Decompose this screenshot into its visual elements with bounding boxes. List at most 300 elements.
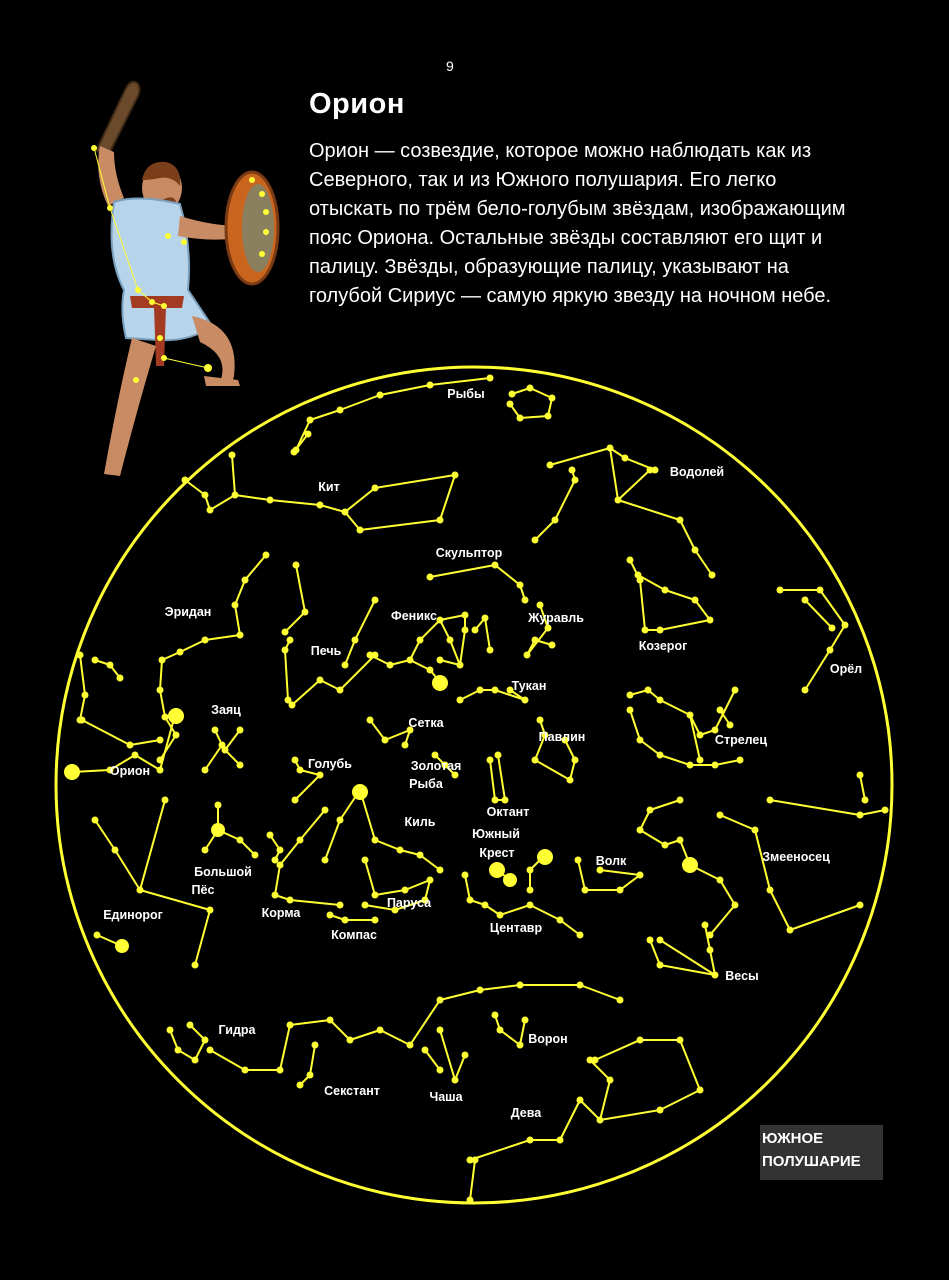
star-point (372, 597, 379, 604)
star-point (263, 552, 270, 559)
star-point (407, 1042, 414, 1049)
star-point (372, 652, 379, 659)
constellation-label: Стрелец (714, 733, 768, 747)
star-point (347, 1037, 354, 1044)
star-point (127, 742, 134, 749)
star-point (657, 697, 664, 704)
star-point (79, 717, 86, 724)
star-point (357, 527, 364, 534)
star-point (417, 852, 424, 859)
star-point (829, 625, 836, 632)
star-point (293, 562, 300, 569)
constellation-line (805, 600, 832, 628)
star-point (157, 737, 164, 744)
star-point (522, 697, 529, 704)
star-point (307, 1072, 314, 1079)
star-point (427, 574, 434, 581)
constellation-label: Рыбы (447, 387, 485, 401)
star-point (547, 462, 554, 469)
star-point (507, 401, 514, 408)
star-point (767, 887, 774, 894)
hemisphere-badge (760, 1125, 883, 1180)
star-point (647, 807, 654, 814)
star-point (297, 767, 304, 774)
star-point (137, 887, 144, 894)
constellation-line (140, 890, 210, 965)
star-point (532, 757, 539, 764)
constellation-line (860, 775, 865, 800)
star-point (159, 657, 166, 664)
star-point (182, 477, 189, 484)
star-point (577, 1097, 584, 1104)
star-point (642, 627, 649, 634)
star-point (157, 767, 164, 774)
constellation-label: Компас (331, 928, 377, 942)
star-point (272, 857, 279, 864)
star-point (862, 797, 869, 804)
star-point (637, 827, 644, 834)
star-point (517, 582, 524, 589)
bright-star (352, 784, 368, 800)
star-point (472, 627, 479, 634)
constellation-stars (64, 375, 889, 1204)
star-point (657, 962, 664, 969)
constellation-label: Кит (318, 480, 340, 494)
star-point (617, 997, 624, 1004)
constellation-line (82, 720, 160, 745)
star-point (709, 572, 716, 579)
star-point (732, 687, 739, 694)
star-point (202, 492, 209, 499)
star-point (857, 772, 864, 779)
constellation-line (170, 1025, 205, 1060)
constellation-label: Печь (310, 644, 342, 658)
star-point (712, 972, 719, 979)
star-point (537, 602, 544, 609)
star-point (647, 937, 654, 944)
star-point (175, 1047, 182, 1054)
star-point (717, 707, 724, 714)
constellation-line (770, 800, 885, 815)
constellation-label: Большой (194, 865, 252, 879)
star-point (337, 687, 344, 694)
star-point (222, 747, 229, 754)
star-point (402, 742, 409, 749)
star-point (367, 717, 374, 724)
star-point (587, 1057, 594, 1064)
star-point (342, 662, 349, 669)
star-point (727, 722, 734, 729)
star-point (237, 632, 244, 639)
constellation-label: Киль (404, 815, 436, 829)
star-point (527, 385, 534, 392)
constellation-label: Журавль (528, 611, 584, 625)
star-point (577, 982, 584, 989)
star-point (732, 902, 739, 909)
star-point (702, 922, 709, 929)
star-point (557, 1137, 564, 1144)
star-point (187, 1022, 194, 1029)
star-point (777, 587, 784, 594)
star-point (297, 837, 304, 844)
star-point (677, 797, 684, 804)
star-point (112, 847, 119, 854)
star-point (657, 752, 664, 759)
star-point (717, 877, 724, 884)
star-point (437, 617, 444, 624)
constellation-line (535, 470, 575, 540)
star-point (545, 413, 552, 420)
star-point (662, 842, 669, 849)
constellation-label: Тукан (511, 679, 547, 693)
star-point (802, 687, 809, 694)
constellation-lines (72, 378, 885, 1200)
star-point (305, 431, 312, 438)
star-point (267, 832, 274, 839)
star-point (427, 382, 434, 389)
star-point (712, 762, 719, 769)
star-point (207, 507, 214, 514)
star-point (342, 509, 349, 516)
star-point (317, 502, 324, 509)
star-point (372, 892, 379, 899)
bright-star (115, 939, 129, 953)
star-point (322, 807, 329, 814)
star-point (567, 777, 574, 784)
star-point (677, 1037, 684, 1044)
star-point (597, 1117, 604, 1124)
sky-map-border (56, 367, 892, 1203)
star-point (827, 647, 834, 654)
star-point (477, 987, 484, 994)
star-point (607, 1077, 614, 1084)
star-point (857, 812, 864, 819)
constellation-line (285, 565, 305, 632)
star-point (752, 827, 759, 834)
star-point (527, 867, 534, 874)
star-point (637, 1037, 644, 1044)
star-point (207, 1047, 214, 1054)
star-point (202, 847, 209, 854)
star-point (467, 897, 474, 904)
hemisphere-badge-line2: ПОЛУШАРИЕ (762, 1153, 861, 1170)
star-point (167, 1027, 174, 1034)
star-point (387, 662, 394, 669)
constellation-line (370, 720, 410, 745)
star-point (287, 637, 294, 644)
star-point (177, 649, 184, 656)
constellation-label: Феникс (391, 609, 437, 623)
bright-star (682, 857, 698, 873)
star-point (267, 497, 274, 504)
star-point (627, 707, 634, 714)
star-point (437, 1027, 444, 1034)
star-point (662, 587, 669, 594)
star-point (607, 445, 614, 452)
star-point (337, 817, 344, 824)
constellation-label: Скульптор (435, 546, 503, 560)
star-point (462, 872, 469, 879)
star-point (707, 932, 714, 939)
star-point (277, 847, 284, 854)
constellation-line (80, 655, 85, 720)
star-point (277, 862, 284, 869)
constellation-line (610, 448, 650, 500)
star-point (482, 615, 489, 622)
star-point (572, 477, 579, 484)
star-point (229, 452, 236, 459)
star-point (291, 449, 298, 456)
star-point (497, 1027, 504, 1034)
star-point (237, 837, 244, 844)
page-title: Орион (309, 88, 405, 120)
star-point (287, 1022, 294, 1029)
star-point (362, 857, 369, 864)
constellation-line (430, 565, 525, 600)
star-point (242, 577, 249, 584)
star-point (292, 797, 299, 804)
star-point (202, 637, 209, 644)
constellation-label: Южный (472, 827, 520, 841)
star-point (232, 492, 239, 499)
star-point (482, 902, 489, 909)
star-point (202, 767, 209, 774)
star-point (437, 1067, 444, 1074)
constellation-label: Павлин (538, 730, 586, 744)
star-point (282, 647, 289, 654)
star-point (575, 857, 582, 864)
star-point (437, 657, 444, 664)
star-point (215, 802, 222, 809)
hemisphere-badge-line1: ЮЖНОЕ (762, 1130, 824, 1147)
star-point (457, 697, 464, 704)
star-point (557, 917, 564, 924)
constellation-label: Центавр (489, 921, 543, 935)
star-point (432, 752, 439, 759)
star-point (173, 732, 180, 739)
star-point (237, 727, 244, 734)
star-point (92, 817, 99, 824)
star-point (477, 687, 484, 694)
star-point (737, 757, 744, 764)
star-point (492, 1012, 499, 1019)
star-point (302, 609, 309, 616)
star-point (635, 572, 642, 579)
constellation-label: Весы (725, 969, 759, 983)
constellation-label: Секстант (324, 1084, 380, 1098)
constellation-line (425, 1050, 440, 1070)
star-point (327, 1017, 334, 1024)
star-point (162, 797, 169, 804)
star-point (297, 1082, 304, 1089)
constellation-label: Козерог (638, 639, 688, 653)
bright-star (168, 708, 184, 724)
constellation-label: Корма (261, 906, 301, 920)
star-point (517, 982, 524, 989)
bright-star (64, 764, 80, 780)
star-point (402, 887, 409, 894)
constellation-label: Змееносец (762, 850, 830, 864)
star-point (677, 517, 684, 524)
star-point (192, 962, 199, 969)
star-point (382, 737, 389, 744)
constellation-label: Ворон (528, 1032, 568, 1046)
star-point (447, 637, 454, 644)
constellation-label: Золотая (410, 759, 462, 773)
star-point (697, 1087, 704, 1094)
star-point (107, 662, 114, 669)
star-point (237, 762, 244, 769)
star-point (802, 597, 809, 604)
star-point (717, 812, 724, 819)
star-point (337, 902, 344, 909)
star-point (522, 597, 529, 604)
constellation-line (475, 618, 490, 650)
star-point (692, 547, 699, 554)
star-point (572, 757, 579, 764)
star-point (372, 917, 379, 924)
star-point (212, 727, 219, 734)
star-point (397, 847, 404, 854)
star-point (627, 557, 634, 564)
bright-star (537, 849, 553, 865)
star-point (472, 1157, 479, 1164)
constellation-line (300, 1045, 315, 1085)
star-point (545, 625, 552, 632)
star-point (767, 797, 774, 804)
star-point (487, 647, 494, 654)
star-point (657, 1107, 664, 1114)
star-point (132, 752, 139, 759)
constellation-line (205, 730, 222, 770)
star-point (692, 597, 699, 604)
star-point (817, 587, 824, 594)
constellation-line (232, 455, 235, 495)
star-point (157, 687, 164, 694)
star-point (342, 917, 349, 924)
star-point (407, 657, 414, 664)
page-number: 9 (446, 58, 454, 74)
body-paragraph: Орион — созвездие, которое можно наблюдать как из Северного, так и из Южного полушария. Его легко отыскать по трём бело-голубым звёздам, изображающим пояс Ориона. Остальные звёзды составляют его щит и палицу. Звёзды, образующие палицу, указывают на голубой Сириус — самую яркую звезду на ночном небе. (309, 140, 846, 307)
star-point (549, 642, 556, 649)
star-point (842, 622, 849, 629)
star-point (487, 375, 494, 382)
constellation-label: Чаша (429, 1090, 463, 1104)
star-point (427, 877, 434, 884)
star-point (617, 887, 624, 894)
star-point (657, 937, 664, 944)
star-point (697, 757, 704, 764)
star-point (492, 797, 499, 804)
constellation-label: Пёс (191, 883, 215, 897)
star-point (437, 867, 444, 874)
star-point (452, 472, 459, 479)
star-point (637, 737, 644, 744)
star-point (232, 602, 239, 609)
star-point (252, 852, 259, 859)
star-point (487, 757, 494, 764)
constellation-label: Орион (109, 764, 151, 778)
constellation-line (550, 448, 655, 470)
star-point (117, 675, 124, 682)
star-point (317, 772, 324, 779)
constellation-label: Орёл (829, 662, 863, 676)
star-point (527, 902, 534, 909)
star-point (517, 1042, 524, 1049)
star-point (467, 1197, 474, 1204)
constellation-label: Заяц (211, 703, 241, 717)
star-point (615, 497, 622, 504)
constellation-label: Крест (479, 846, 515, 860)
constellation-label: Эридан (164, 605, 212, 619)
constellation-line (292, 655, 375, 705)
constellation-line (325, 790, 360, 860)
constellation-line (440, 1030, 465, 1080)
star-point (157, 757, 164, 764)
constellation-label: Октант (486, 805, 530, 819)
constellation-label: Паруса (386, 896, 432, 910)
constellation-line (690, 865, 735, 935)
star-point (337, 407, 344, 414)
star-point (462, 627, 469, 634)
star-point (462, 612, 469, 619)
star-point (527, 1137, 534, 1144)
constellation-line (275, 810, 340, 905)
star-point (457, 662, 464, 669)
constellation-label: Голубь (308, 757, 352, 771)
star-point (92, 657, 99, 664)
constellation-line (95, 800, 165, 890)
star-point (417, 637, 424, 644)
star-point (322, 857, 329, 864)
star-point (282, 629, 289, 636)
star-point (707, 617, 714, 624)
star-point (207, 907, 214, 914)
star-point (292, 757, 299, 764)
star-point (317, 677, 324, 684)
star-point (647, 467, 654, 474)
star-point (495, 752, 502, 759)
star-point (697, 732, 704, 739)
star-point (532, 637, 539, 644)
constellation-label: Водолей (669, 465, 725, 479)
star-point (857, 902, 864, 909)
star-point (377, 392, 384, 399)
star-point (352, 637, 359, 644)
constellation-line (630, 560, 710, 630)
star-point (492, 687, 499, 694)
star-point (312, 1042, 319, 1049)
star-point (677, 837, 684, 844)
star-point (509, 391, 516, 398)
star-point (527, 887, 534, 894)
star-point (522, 1017, 529, 1024)
constellation-line (330, 915, 375, 920)
star-point (645, 687, 652, 694)
star-point (202, 1037, 209, 1044)
star-point (77, 652, 84, 659)
constellation-line (720, 815, 860, 930)
constellation-line (535, 720, 575, 780)
star-point (687, 712, 694, 719)
constellation-line (590, 1060, 610, 1120)
star-point (582, 887, 589, 894)
star-point (372, 837, 379, 844)
star-point (882, 807, 889, 814)
star-point (372, 485, 379, 492)
constellation-line (470, 1090, 700, 1160)
star-point (94, 932, 101, 939)
